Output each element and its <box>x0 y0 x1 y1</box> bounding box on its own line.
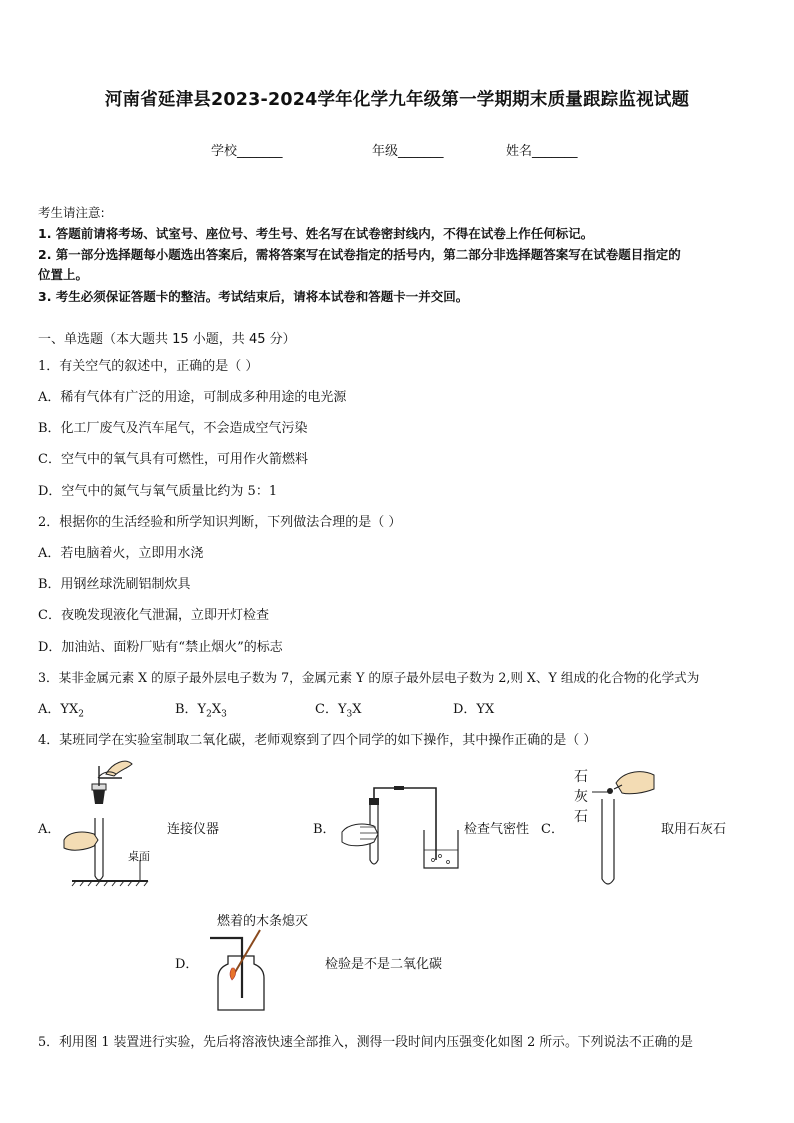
q1-option-c: C．空气中的氧气具有可燃性，可用作火箭燃料 <box>38 452 308 467</box>
q4-c-char-1: 石 <box>574 769 588 785</box>
q3-option-a: A．$YX_2$ <box>38 702 84 720</box>
page-title: 河南省延津县2023-2024学年化学九年级第一学期期末质量跟踪监视试题 <box>104 90 690 110</box>
q3-option-b: B．$Y_2X_3$ <box>175 702 227 720</box>
notice-item-2-cont: 位置上。 <box>38 267 89 282</box>
q4-stem: 4．某班同学在实验室制取二氧化碳，老师观察到了四个同学的如下操作，其中操作正确的是（ ） <box>38 733 597 748</box>
q4-option-d-caption: 检验是不是二氧化碳 <box>325 957 443 972</box>
notice-heading: 考生请注意: <box>38 205 105 220</box>
q4-option-a-caption: 连接仪器 <box>167 822 220 837</box>
school-field: 学校_______ <box>211 144 283 159</box>
q2-option-a: A．若电脑着火，立即用水浇 <box>38 546 204 561</box>
q4-option-d-letter: D． <box>175 957 199 972</box>
q3-option-c: C．$Y_3X$ <box>315 702 362 720</box>
take-limestone-illustration <box>590 765 660 887</box>
q1-option-a: A．稀有气体有广泛的用途，可制成多种用途的电光源 <box>38 390 347 405</box>
q3-stem: 3．某非金属元素 X 的原子最外层电子数为 7，金属元素 Y 的原子最外层电子数为 2,则 X、Y 组成的化合物的化学式为 <box>38 670 700 685</box>
q4-d-top-label: 燃着的木条熄灭 <box>217 914 309 929</box>
q2-option-d: D．加油站、面粉厂贴有“禁止烟火”的标志 <box>38 640 283 655</box>
q1-option-d: D．空气中的氮气与氧气质量比约为 5：1 <box>38 484 278 499</box>
section-heading: 一、单选题（本大题共 15 小题，共 45 分） <box>38 332 296 347</box>
q2-stem: 2．根据你的生活经验和所学知识判断，下列做法合理的是（ ） <box>38 515 402 530</box>
q1-stem: 1．有关空气的叙述中，正确的是（ ） <box>38 359 259 374</box>
q1-option-b: B．化工厂废气及汽车尾气，不会造成空气污染 <box>38 421 308 436</box>
q3-option-d: D．YX <box>453 702 495 717</box>
q4-option-a-letter: A． <box>38 822 61 837</box>
q2-option-c: C．夜晚发现液化气泄漏，立即开灯检查 <box>38 608 269 623</box>
q4-c-char-3: 石 <box>574 809 588 825</box>
q4-option-c-letter: C． <box>541 822 564 837</box>
notice-item-2: 2. 第一部分选择题每小题选出答案后，需将答案写在试卷指定的括号内，第二部分非选择题答案写在试卷题目指定的 <box>38 247 681 262</box>
co2-test-illustration <box>208 928 268 1014</box>
q4-option-b-letter: B． <box>313 822 336 837</box>
q4-option-c-caption: 取用石灰石 <box>661 822 727 837</box>
airtightness-check-illustration <box>340 780 465 872</box>
q4-a-table-label: 桌面 <box>128 850 150 863</box>
grade-field: 年级_______ <box>372 144 444 159</box>
q4-c-char-2: 灰 <box>574 789 588 805</box>
q5-stem: 5．利用图 1 装置进行实验，先后将溶液快速全部推入，测得一段时间内压强变化如图 2 所示。下列说法不正确的是 <box>38 1035 693 1050</box>
notice-item-1: 1. 答题前请将考场、试室号、座位号、考生号、姓名写在试卷密封线内，不得在试卷上作任何标记。 <box>38 226 594 241</box>
notice-item-3: 3. 考生必须保证答题卡的整洁。考试结束后，请将本试卷和答题卡一并交回。 <box>38 289 469 304</box>
q4-option-b-caption: 检查气密性 <box>464 822 530 837</box>
connect-apparatus-illustration <box>58 756 148 886</box>
name-field: 姓名_______ <box>506 144 578 159</box>
q2-option-b: B．用钢丝球洗刷铝制炊具 <box>38 577 191 592</box>
